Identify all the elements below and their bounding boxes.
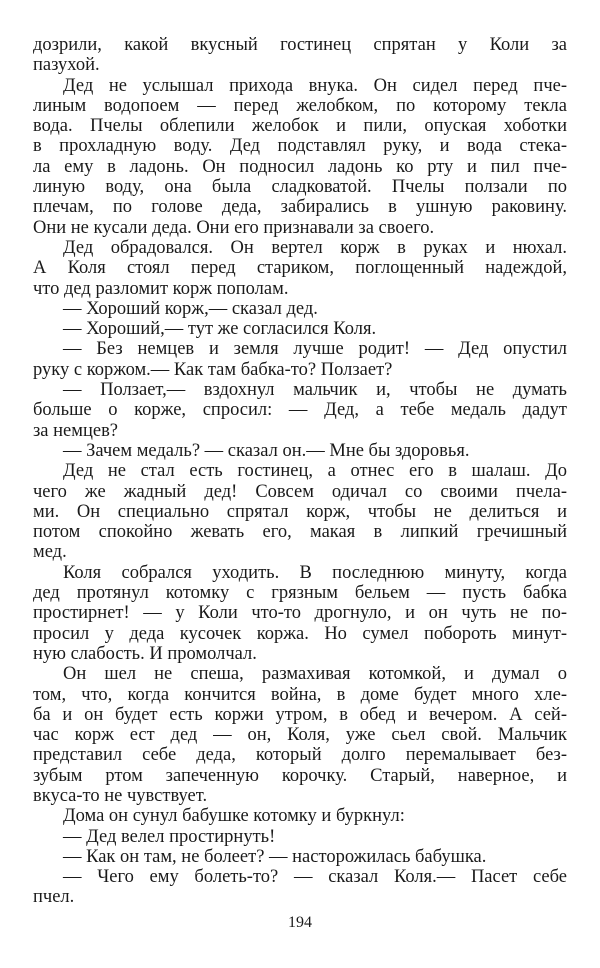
text-line: час корж ест дед — он, Коля, уже сьел свой. Мальчик [33, 725, 567, 746]
paragraph [33, 76, 567, 238]
paragraph [33, 461, 567, 562]
text-line: Дед обрадовался. Он вертел корж в руках и нюхал. [63, 237, 567, 258]
text-line: представил себе деда, который долго перемалывает без- [33, 745, 567, 766]
text-line: больше о корже, спросил: — Дед, а тебе медаль дадут [33, 400, 567, 421]
text-line: линым водопоем — перед желобком, по которому текла [33, 95, 567, 116]
text-line: Дома он сунул бабушке котомку и буркнул: [63, 806, 405, 827]
text-line: Дед не услышал прихода внука. Он сидел перед пче- [63, 75, 567, 96]
text-line: руку с коржом.— Как там бабка-то? Ползает? [33, 359, 393, 380]
text-line: Они не кусали деда. Они его признавали за своего. [33, 217, 435, 238]
text-line: простирнет! — у Коли что-то дрогнуло, и он чуть не по- [33, 603, 567, 624]
text-line: потом спокойно жевать его, макая в липкий гречишный [33, 522, 567, 543]
text-line: Он шел не спеша, размахивая котомкой, и думал о [63, 664, 567, 685]
text-line: — Как он там, не болеет? — насторожилась бабушка. [63, 846, 487, 867]
text-line: А Коля стоял перед стариком, поглощенный надеждой, [33, 258, 567, 279]
text-line: линую воду, она была сладковатой. Пчелы ползали по [33, 177, 567, 198]
text-line: вода. Пчелы облепили желобок и пили, опуская хоботки [33, 116, 567, 137]
paragraph [33, 380, 567, 441]
text-line: — Чего ему болеть-то? — сказал Коля.— Пасет себе [63, 867, 567, 888]
text-line: ную слабость. И промолчал. [33, 643, 257, 664]
text-line: плечам, по голове деда, забирались в ушную раковину. [33, 197, 567, 218]
paragraph [33, 35, 567, 76]
paragraph [33, 339, 567, 380]
text-line: за немцев? [33, 420, 119, 441]
text-line: что дед разломит корж пополам. [33, 278, 289, 299]
paragraph [33, 867, 567, 908]
text-line: — Дед велел простирнуть! [63, 826, 276, 847]
paragraph [33, 827, 567, 847]
text-line: чего же жадный дед! Совсем одичал со своими пчела- [33, 481, 567, 502]
paragraph [33, 664, 567, 806]
text-line: Коля собрался уходить. В последнюю минуту, когда [63, 562, 567, 583]
paragraph [33, 299, 567, 319]
text-line: — Хороший корж,— сказал дед. [63, 298, 318, 319]
page-number: 194 [288, 914, 312, 931]
text-line: вкуса-то не чувствует. [33, 785, 208, 806]
text-line: — Хороший,— тут же согласился Коля. [63, 319, 377, 340]
text-line: — Зачем медаль? — сказал он.— Мне бы здоровья. [63, 440, 470, 461]
text-line: ба и он будет есть коржи утром, в обед и вечером. А сей- [33, 704, 567, 725]
text-line: пазухой. [33, 55, 100, 76]
text-line: Дед не стал есть гостинец, а отнес его в шалаш. До [63, 461, 567, 482]
text-line: ми. Он специально спрятал корж, чтобы не делиться и [33, 501, 567, 522]
paragraph [33, 847, 567, 867]
text-line: просил у деда кусочек коржа. Но сумел побороть минут- [33, 623, 567, 644]
text-line: мед. [33, 542, 67, 563]
paragraph [33, 238, 567, 299]
text-line: пчел. [33, 887, 75, 908]
paragraph [33, 441, 567, 461]
paragraph [33, 319, 567, 339]
text-line: ла ему в ладонь. Он подносил ладонь ко рту и пил пче- [33, 156, 567, 177]
text-line: — Без немцев и земля лучше родит! — Дед опустил [63, 339, 567, 360]
page-body-text [33, 35, 567, 908]
text-line: — Ползает,— вздохнул мальчик и, чтобы не думать [63, 380, 567, 401]
text-line: дед протянул котомку с грязным бельем — пусть бабка [33, 583, 567, 604]
text-line: в прохладную воду. Дед подставлял руку, и вода стека- [33, 136, 567, 157]
paragraph [33, 806, 567, 826]
text-line: дозрили, какой вкусный гостинец спрятан у Коли за [33, 35, 567, 55]
paragraph [33, 563, 567, 664]
text-line: зубым ртом запеченную корочку. Старый, наверное, и [33, 765, 567, 786]
text-line: том, что, когда кончится война, в доме будет много хле- [33, 684, 567, 705]
